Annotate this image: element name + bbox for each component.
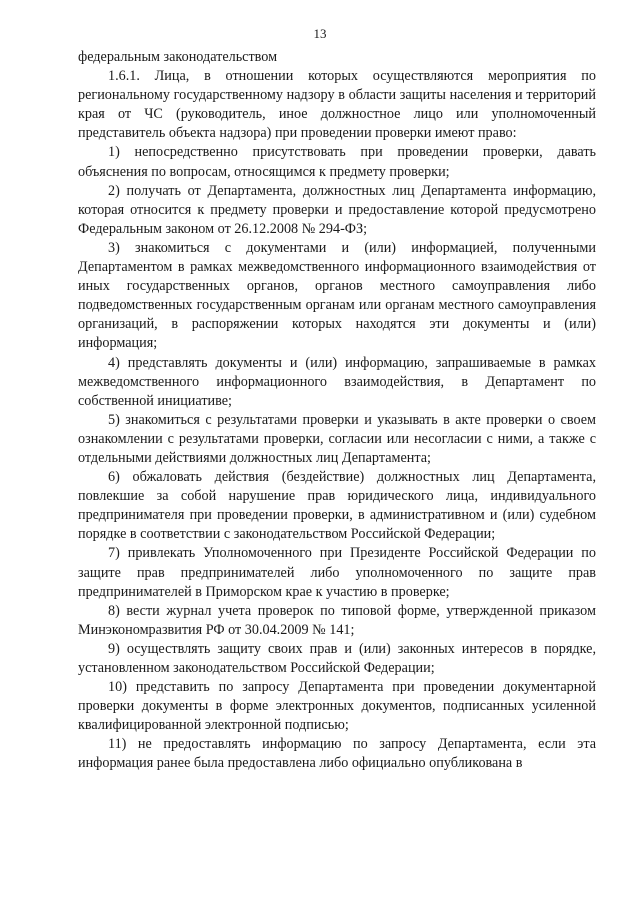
paragraph-continuation: федеральным законодательством — [78, 49, 278, 65]
list-item-11: 11) не предоставлять информацию по запросу Департамента, если эта информация ранее была предоставлена либо официально опубликована в — [78, 736, 596, 772]
list-item-6: 6) обжаловать действия (бездействие) должностных лиц Департамента, повлекшие за собой нарушение прав юридического лица, индивидуального предпринимателя при проведении проверки, в административном и (или) судебном порядке в соответствии с законодательством Российской Федерации; — [78, 469, 596, 543]
list-item-3: 3) знакомиться с документами и (или) информацией, полученными Департаментом в рамках межведомственного информационного взаимодействия от иных государственных органов, органов местного самоуправления либо подведомственных государственным органам или органам местного самоуправления организаций, в распоряжении которых находятся эти документы и (или) информация; — [78, 239, 596, 352]
page-number: 13 — [313, 26, 327, 41]
list-item-1: 1) непосредственно присутствовать при проведении проверки, давать объяснения по вопросам, относящимся к предмету проверки; — [78, 144, 596, 180]
paragraph-section-1-6-1: 1.6.1. Лица, в отношении которых осуществляются мероприятия по региональному государственному надзору в области защиты населения и территорий края от ЧС (руководитель, иное должностное лицо или уполномоченный представитель объекта надзора) при проведении проверки имеют право: — [78, 68, 596, 142]
list-item-9: 9) осуществлять защиту своих прав и (или) законных интересов в порядке, установленном законодательством Российской Федерации; — [78, 640, 596, 676]
list-item-5: 5) знакомиться с результатами проверки и указывать в акте проверки о своем ознакомлении с результатами проверки, согласии или несогласии с ними, а также с отдельными действиями должностных лиц Департамента; — [78, 411, 596, 466]
list-item-7: 7) привлекать Уполномоченного при Президенте Российской Федерации по защите прав предпринимателей либо уполномоченного по защите прав предпринимателей в Приморском крае к участию в проверке; — [78, 545, 596, 600]
list-item-8: 8) вести журнал учета проверок по типовой форме, утвержденной приказом Минэкономразвития РФ от 30.04.2009 № 141; — [78, 602, 596, 638]
list-item-4: 4) представлять документы и (или) информацию, запрашиваемые в рамках межведомственного информационного взаимодействия, в Департамент по собственной инициативе; — [78, 354, 596, 409]
list-item-2: 2) получать от Департамента, должностных лиц Департамента информацию, которая относится к предмету проверки и предоставление которой предусмотрено Федеральным законом от 26.12.2008 № 294-ФЗ; — [78, 182, 596, 237]
document-body — [78, 48, 596, 774]
list-item-10: 10) представить по запросу Департамента при проведении документарной проверки документы в форме электронных документов, подписанных усиленной квалифицированной электронной подписью; — [78, 679, 596, 734]
